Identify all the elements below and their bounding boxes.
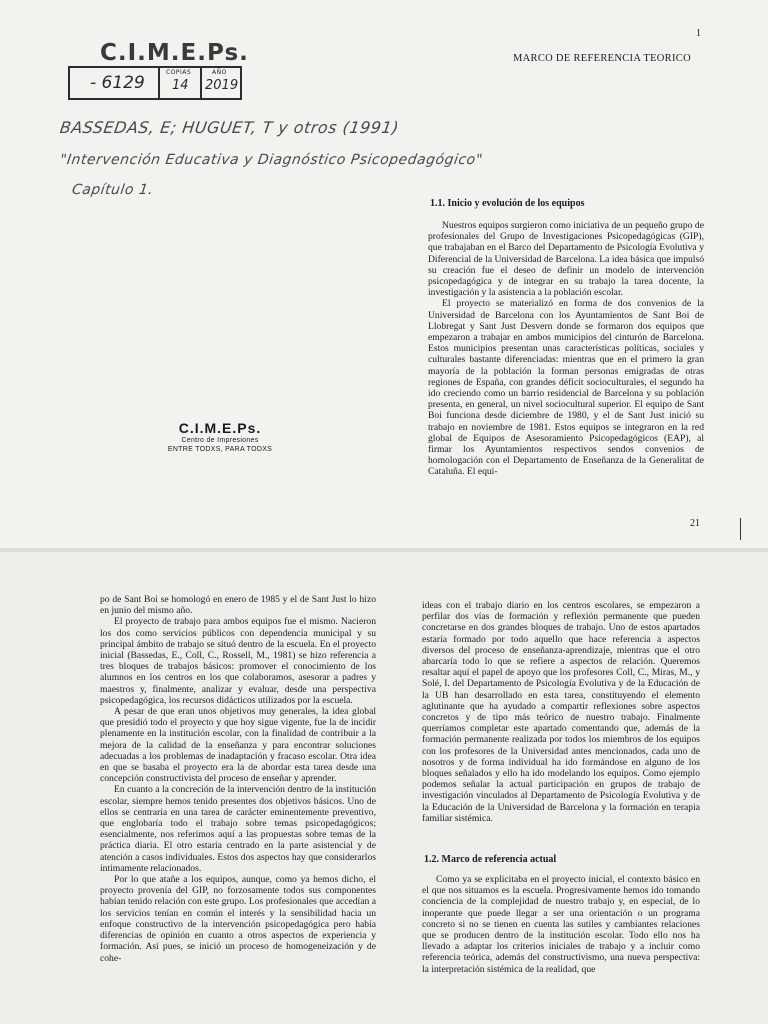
paragraph: Por lo que atañe a los equipos, aunque, como ya hemos dicho, el proyecto provenía del GIP, no forzosamente todos sus componentes habían tenido relación con este grupo. Los profesionales que accedían a los servicios tenían en común el interés y la sensibilidad hacia un enfoque constructivo de la intervención psicopedagógica pero había diferencias de opinión en cuanto a otros aspectos de experiencia y formación. Así pues, se inició un proceso de homogeneización y de cohe-	[100, 874, 376, 964]
logo-line2: ENTRE TODXS, PARA TODXS	[167, 446, 273, 453]
paragraph: El proyecto de trabajo para ambos equipos fue el mismo. Nacieron los dos como servicios públicos con dependencia municipal y su principal ámbito de trabajo se situó dentro de la escuela. En el proyecto inicial (Bassedas, E., Coll, C., Rossell, M., 1981) se hizo referencia a tres bloques de trabajos básicos: promover el conocimiento de los alumnos en los centros en los que colaboramos, asesorar a padres y maestros y, finalmente, analizar y evaluar, desde una perspectiva psicopedagógica, los recursos didácticos utilizados por la escuela.	[100, 616, 376, 706]
section-1-2-text	[422, 874, 700, 975]
text-cursor	[740, 518, 741, 540]
right-column-text	[422, 600, 700, 824]
paragraph: Como ya se explicitaba en el proyecto inicial, el contexto básico en el que nos situamos es la escuela. Progresivamente hemos ido tomando conciencia de la complejidad de nuestro trabajo y, en especial, de lo inoperante que puede llegar a ser una orientación o un programa concreto si no se tienen en cuenta las sutiles y cambiantes relaciones que se producen dentro de la institución escolar. Todo ello nos ha llevado a adaptar los criterios iniciales de trabajo y a incluir como referencia teórica, además del constructivismo, una nueva perspectiva: la interpretación sistémica de la realidad, que	[422, 874, 700, 975]
document-page-bottom	[0, 552, 768, 1024]
cimeps-logo	[150, 420, 290, 454]
left-column-text	[100, 594, 376, 964]
section-1-1-text	[428, 220, 704, 478]
stamp-anio-label: AÑO	[212, 69, 227, 76]
page-number: 1	[696, 28, 701, 39]
stamp-copias-label: COPIAS	[166, 69, 192, 76]
stamp-copias-value: 14	[172, 78, 189, 93]
paragraph: El proyecto se materializó en forma de dos convenios de la Universidad de Barcelona con los Ayuntamientos de Sant Boi de Llobregat y Sant Just Desvern donde se formaron dos equipos que empezaron a trabajar en ambos municipios del cinturón de Barcelona. Estos municipios presentan unas características políticas, sociales y culturales bastante diferenciadas: mientras que en el primero la gran mayoría de la población la forman personas emigradas de otras regiones de España, con grandes déficit socioculturales, el segundo ha ido creciendo como un barrio residencial de Barcelona y su población presenta, en general, un nivel sociocultural superior. El equipo de Sant Boi funciona desde diciembre de 1980, y el de Sant Just inició su trabajo en noviembre de 1981. Estos equipos se integraron en la red global de Equipos de Asesoramiento Psicopedagógicos (EAP), al firmar los Ayuntamientos respectivos sendos convenios de homologación con el Departamento de Enseñanza de la Generalitat de Cataluña. El equi-	[428, 298, 704, 478]
running-head: MARCO DE REFERENCIA TEORICO	[513, 53, 691, 64]
handwritten-citation: BASSEDAS, E; HUGUET, T y otros (1991)	[58, 118, 401, 137]
paragraph: A pesar de que eran unos objetivos muy generales, la idea global que presidió todo el proyecto y que hoy sigue vigente, fue la de incidir plenamente en la institución escolar, con la finalidad de contribuir a la mejora de la calidad de la enseñanza y para encontrar soluciones adecuadas a los problemas de inadaptación y fracaso escolar. Otra idea en que se basaba el proyecto era la de abordar esta tarea desde una concepción constructivista del proceso de enseñar y aprender.	[100, 706, 376, 785]
handwritten-chapter: Capítulo 1.	[70, 182, 155, 198]
stamp-number: - 6129	[90, 73, 145, 93]
section-heading-1-2: 1.2. Marco de referencia actual	[424, 854, 557, 865]
stamp-org-title: C.I.M.E.Ps.	[100, 40, 249, 66]
paragraph: ideas con el trabajo diario en los centros escolares, se empezaron a perfilar dos vías de formación y reflexión permanente que pueden concretarse en dos grandes bloques de trabajo. Uno de estos apartados estaría formado por todo aquello que hace referencia a aspectos diversos del proceso de enseñanza-aprendizaje, mientras que el otro abarcaría todo lo que se refiere a aspectos de relación. Queremos resaltar aquí el papel de apoyo que los profesores Coll, C., Miras, M., y Solé, I. del Departamento de Psicología Evolutiva y de la Educación de la UB han desarrollado en esta tarea, constituyendo el elemento aglutinante que ha ayudado a compartir reflexiones sobre aspectos concretos y de tipo más teórico de nuestro trabajo. Finalmente querríamos completar este apartado comentando que, además de la formación permanente realizada por todos los miembros de los equipos con los profesores de la Universidad antes mencionados, cada uno de nosotros y de forma individual ha ido formándose en alguno de los bloques señalados y ello ha ido modelando los equipos. Como ejemplo podemos señalar la actual participación en grupos de trabajo de investigación vinculados al Departamento de Psicología Evolutiva y de la Educación de la Universidad de Barcelona y la formación en terapia familiar sistémica.	[422, 600, 700, 824]
paragraph: po de Sant Boi se homologó en enero de 1985 y el de Sant Just lo hizo en junio del mismo año.	[100, 594, 376, 617]
handwritten-book-title: "Intervención Educativa y Diagnóstico Psicopedagógico"	[58, 152, 484, 168]
footer-page-number: 21	[690, 518, 700, 529]
stamp-anio-value: 2019	[205, 78, 239, 93]
logo-line1: Centro de Impresiones	[181, 437, 259, 444]
paragraph: Nuestros equipos surgieron como iniciativa de un pequeño grupo de profesionales del Grupo de Investigaciones Psicopedagógicas (GIP), que trabajaban en el Barco del Departamento de Psicología Evolutiva y Diferencial de la Universidad de Barcelona. La idea básica que impulsó su creación fue el deseo de definir un modelo de intervención psicopedagógica y de integrar en su trabajo la tarea docente, la investigación y la asistencia a la población escolar.	[428, 220, 704, 299]
stamp-anio-cell	[200, 68, 240, 98]
section-heading-1-1: 1.1. Inicio y evolución de los equipos	[430, 198, 585, 209]
paragraph: En cuanto a la concreción de la intervención dentro de la institución escolar, siempre hemos tenido presentes dos objetivos básicos. Uno de ellos se centraría en una tarea de carácter eminentemente preventivo, que englobaría todo el trabajo sobre temas psicopedagógicos; esencialmente, nos referimos aquí a las propuestas sobre temas de la práctica diaria. El otro estaría centrado en la parte asistencial y de atención a casos individuales. Estos dos aspectos hay que considerarlos íntimamente relacionados.	[100, 784, 376, 874]
logo-name: C.I.M.E.Ps.	[178, 420, 262, 436]
stamp-copias-cell	[158, 68, 200, 98]
library-stamp	[68, 66, 242, 100]
